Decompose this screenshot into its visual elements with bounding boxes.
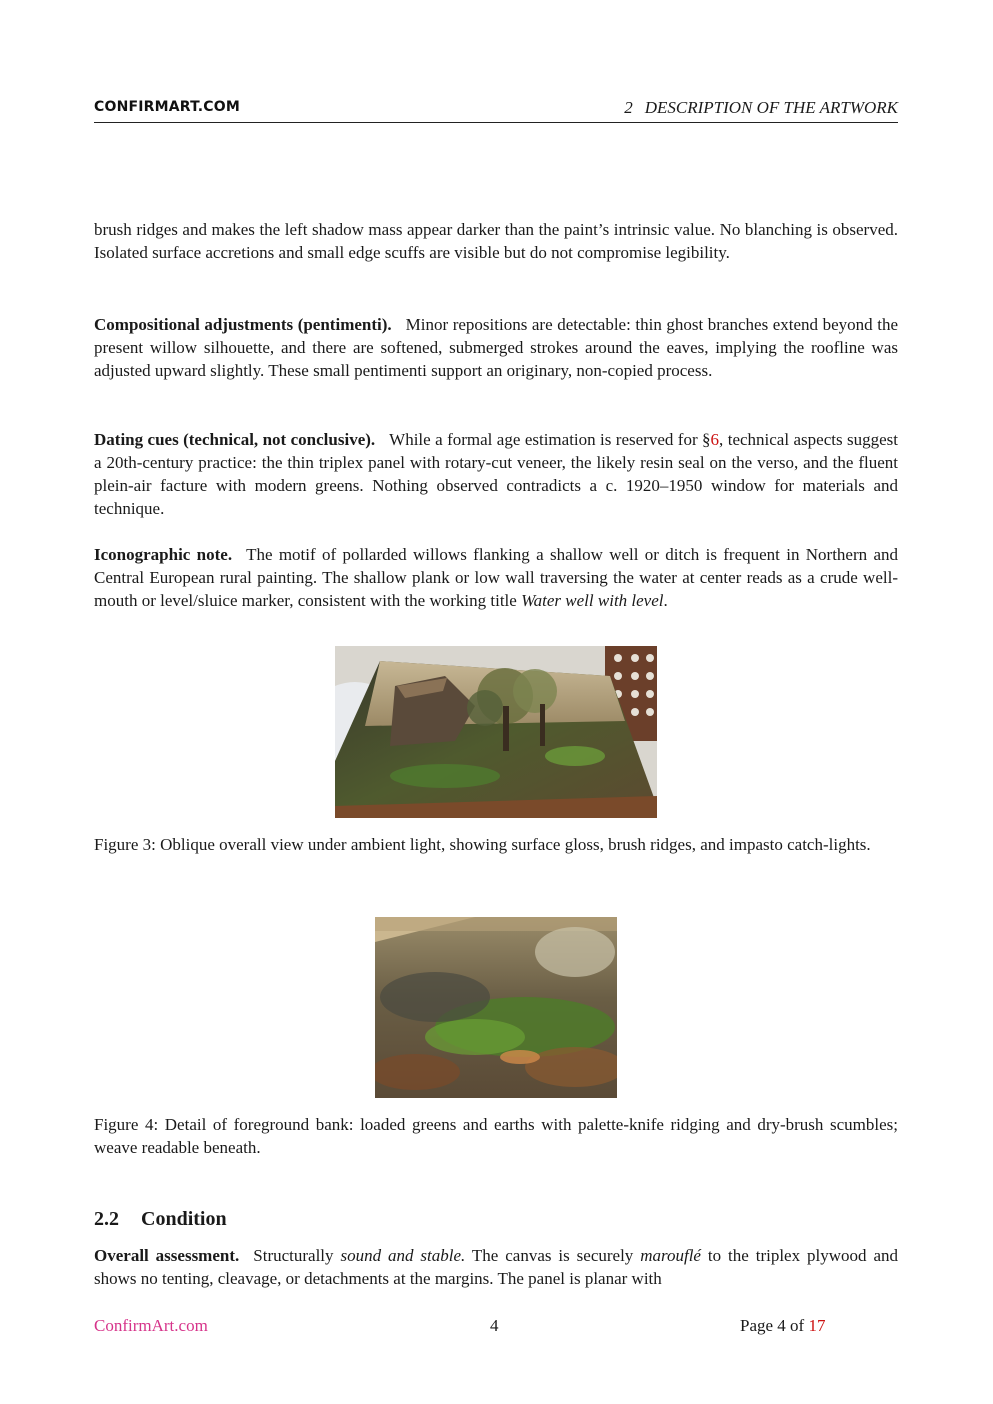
paragraph-dating — [94, 428, 898, 520]
paragraph-text: The motif of pollarded willows flanking a shallow well or ditch is frequent in Northern and Central European rural painting. The shallow plank or low wall traversing the water at center reads as a crude well-mouth or level/sluice marker, consistent with the working title — [94, 545, 899, 610]
paragraph-text: . — [663, 591, 668, 610]
paragraph-text: brush ridges and makes the left shadow mass appear darker than the paint’s intrinsic value. No blanching is observed. Isolated surface accretions and small edge scuffs are visible but do not compromise legibility. — [94, 220, 898, 262]
paragraph-continuation — [94, 218, 898, 264]
paragraph-lead: Iconographic note. — [94, 545, 233, 564]
paragraph-overall-assessment — [94, 1244, 898, 1290]
total-pages-link[interactable]: 17 — [808, 1316, 826, 1335]
footer-page-counter — [740, 1316, 825, 1336]
paragraph-text: Minor repositions are detectable: thin ghost branches extend beyond the present willow silhouette, and there are softened, submerged strokes around the eaves, implying the roofline was adjusted upward slightly. These small pentimenti support an originary, non-copied process. — [94, 315, 898, 380]
italic-phrase: sound and stable. — [340, 1246, 466, 1265]
subsection-number: 2.2 — [94, 1208, 119, 1230]
paragraph-pentimenti — [94, 313, 898, 382]
paragraph-lead: Dating cues (technical, not conclusive). — [94, 430, 376, 449]
subsection-title: Condition — [141, 1208, 227, 1230]
figure-3-caption: Figure 3: Oblique overall view under ambient light, showing surface gloss, brush ridges, and impasto catch-lights. — [94, 835, 871, 854]
paragraph-lead: Overall assessment. — [94, 1246, 240, 1265]
section-number: 2 — [624, 98, 633, 117]
footer-site-link[interactable]: ConfirmArt.com — [94, 1316, 208, 1335]
paragraph-text: Structurally — [253, 1246, 341, 1265]
subsection-heading — [94, 1208, 227, 1231]
figure-4-caption: Figure 4: Detail of foreground bank: loaded greens and earths with palette-knife ridging and dry-brush scumbles; weave readable beneath. — [94, 1115, 898, 1157]
section-title-text: DESCRIPTION OF THE ARTWORK — [644, 98, 898, 117]
figure-3-photo — [335, 646, 657, 818]
paragraph-text: The canvas is securely — [465, 1246, 641, 1265]
running-section-title — [624, 98, 898, 118]
paragraph-iconographic — [94, 543, 898, 612]
section-ref-link[interactable]: 6 — [710, 430, 720, 449]
paragraph-text: , technical aspects suggest a 20th-century practice: the thin triplex panel with rotary-cut veneer, the likely resin seal on the verso, and the fluent plein-air facture with modern greens. Nothing observed contradicts a c. 1920–1950 window for materials and technique. — [94, 430, 898, 518]
site-logo: CONFIRMART.COM — [94, 99, 241, 115]
paragraph-text: to the triplex plywood and shows no tenting, cleavage, or detachments at the margins. The panel is planar with — [94, 1246, 898, 1288]
working-title: Water well with level — [521, 591, 664, 610]
footer-page-number: 4 — [490, 1316, 499, 1335]
italic-term: marouflé — [640, 1246, 701, 1265]
running-header — [94, 98, 898, 123]
paragraph-lead: Compositional adjustments (pentimenti). — [94, 315, 392, 334]
figure-4-photo — [375, 917, 617, 1098]
page-label: Page 4 of — [740, 1316, 809, 1335]
paragraph-text: While a formal age estimation is reserved for § — [389, 430, 711, 449]
